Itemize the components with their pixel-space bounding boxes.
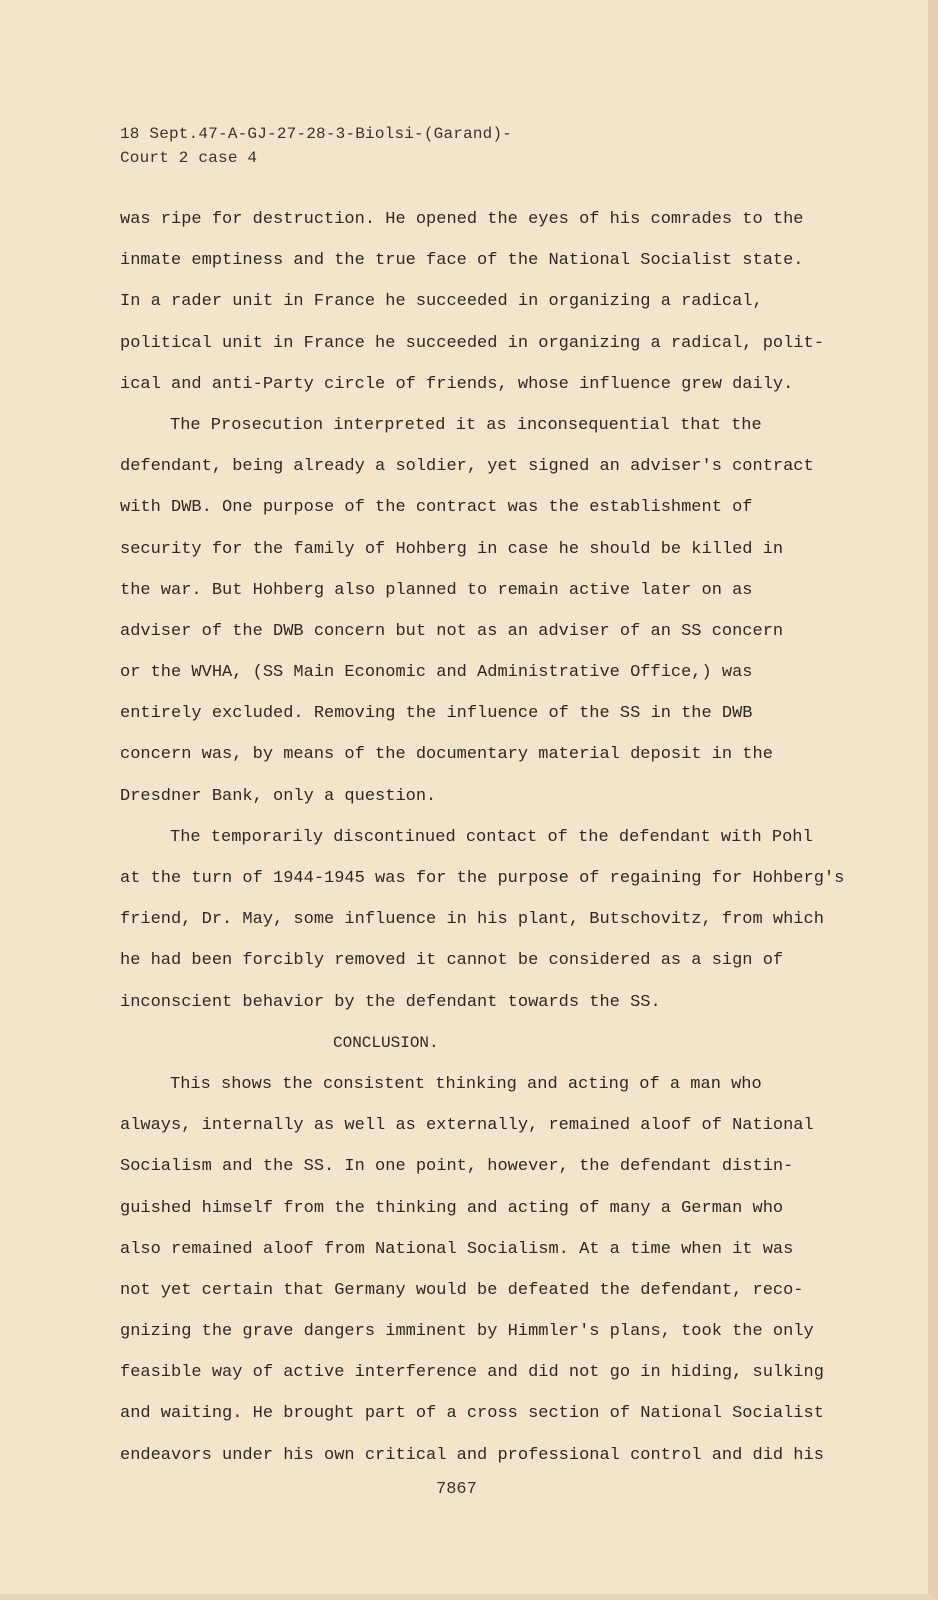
text-line: with DWB. One purpose of the contract was the establishment of: [120, 498, 753, 518]
text-line: was ripe for destruction. He opened the eyes of his comrades to the: [120, 210, 804, 229]
text-line: at the turn of 1944-1945 was for the purpose of regaining for Hohberg's: [120, 869, 845, 888]
text-line: adviser of the DWB concern but not as an adviser of an SS concern: [120, 621, 784, 641]
text-line: security for the family of Hohberg in case he should be killed in: [120, 539, 784, 559]
text-line: guished himself from the thinking and acting of many a German who: [120, 1198, 784, 1218]
document-body: [120, 199, 845, 1476]
header-court-case-line: Court 2 case 4: [120, 149, 258, 167]
text-line: defendant, being already a soldier, yet signed an adviser's contract: [120, 457, 814, 477]
text-line: inconscient behavior by the defendant towards the SS.: [120, 992, 661, 1012]
text-line: always, internally as well as externally, remained aloof of National: [120, 1116, 814, 1136]
text-line: In a rader unit in France he succeeded in organizing a radical,: [120, 292, 763, 312]
text-line: concern was, by means of the documentary material deposit in the: [120, 745, 773, 765]
paragraph-start-line: This shows the consistent thinking and acting of a man who: [170, 1074, 762, 1094]
text-line: Socialism and the SS. In one point, however, the defendant distin-: [120, 1157, 794, 1177]
text-line: also remained aloof from National Socialism. At a time when it was: [120, 1239, 794, 1259]
page-number: 7867: [436, 1480, 477, 1499]
text-line: he had been forcibly removed it cannot be considered as a sign of: [120, 951, 784, 971]
document-header: [120, 122, 512, 170]
text-line: ical and anti-Party circle of friends, whose influence grew daily.: [120, 374, 794, 394]
section-heading-conclusion: CONCLUSION.: [333, 1033, 439, 1052]
text-line: the war. But Hohberg also planned to remain active later on as: [120, 580, 753, 600]
text-line: inmate emptiness and the true face of the National Socialist state.: [120, 251, 804, 271]
text-line: not yet certain that Germany would be defeated the defendant, reco-: [120, 1280, 804, 1300]
paragraph-start-line: The Prosecution interpreted it as inconsequential that the: [170, 415, 762, 435]
paragraph-start-line: The temporarily discontinued contact of the defendant with Pohl: [170, 827, 813, 847]
text-line: Dresdner Bank, only a question.: [120, 786, 437, 806]
text-line: gnizing the grave dangers imminent by Himmler's plans, took the only: [120, 1322, 814, 1342]
header-reference-line: 18 Sept.47-A-GJ-27-28-3-Biolsi-(Garand)-: [120, 125, 513, 143]
text-line: or the WVHA, (SS Main Economic and Administrative Office,) was: [120, 663, 753, 683]
text-line: endeavors under his own critical and professional control and did his: [120, 1445, 824, 1465]
text-line: feasible way of active interference and did not go in hiding, sulking: [120, 1363, 824, 1383]
text-line: and waiting. He brought part of a cross section of National Socialist: [120, 1404, 824, 1424]
text-line: friend, Dr. May, some influence in his plant, Butschovitz, from which: [120, 910, 824, 930]
text-line: political unit in France he succeeded in organizing a radical, polit-: [120, 333, 824, 353]
text-line: entirely excluded. Removing the influence of the SS in the DWB: [120, 704, 753, 724]
